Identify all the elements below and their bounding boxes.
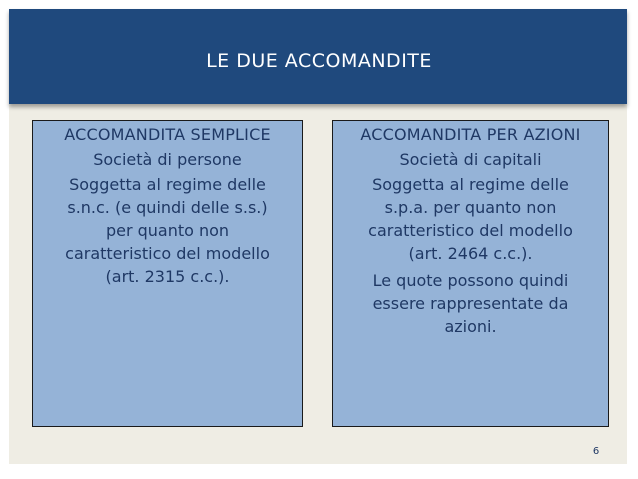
panel-line: azioni. bbox=[444, 317, 497, 336]
panel-line: s.n.c. (e quindi delle s.s.) bbox=[67, 198, 268, 217]
slide-title: LE DUE ACCOMANDITE bbox=[206, 50, 432, 72]
panel-heading: ACCOMANDITA SEMPLICE bbox=[64, 125, 271, 144]
panel-line: s.p.a. per quanto non bbox=[384, 198, 557, 217]
panel-body bbox=[333, 173, 608, 265]
panel-line: caratteristico del modello bbox=[368, 221, 573, 240]
panel-line: Soggetta al regime delle bbox=[372, 175, 569, 194]
panel-line: (art. 2464 c.c.). bbox=[408, 244, 533, 263]
panel-heading: ACCOMANDITA PER AZIONI bbox=[360, 125, 581, 144]
panel-line: essere rappresentate da bbox=[372, 294, 569, 313]
panel-line: (art. 2315 c.c.). bbox=[105, 267, 230, 286]
panel-line: Le quote possono quindi bbox=[372, 271, 569, 290]
panel-subheading: Società di capitali bbox=[399, 150, 542, 169]
page-number: 6 bbox=[592, 446, 600, 457]
panel-subheading: Società di persone bbox=[93, 150, 242, 169]
panel-note bbox=[333, 269, 608, 338]
panel-line: Soggetta al regime delle bbox=[69, 175, 266, 194]
panel-accomandita-semplice bbox=[32, 120, 303, 427]
panel-accomandita-per-azioni bbox=[332, 120, 609, 427]
panel-body bbox=[33, 173, 302, 288]
panel-line: caratteristico del modello bbox=[65, 244, 270, 263]
panel-line: per quanto non bbox=[105, 221, 230, 240]
